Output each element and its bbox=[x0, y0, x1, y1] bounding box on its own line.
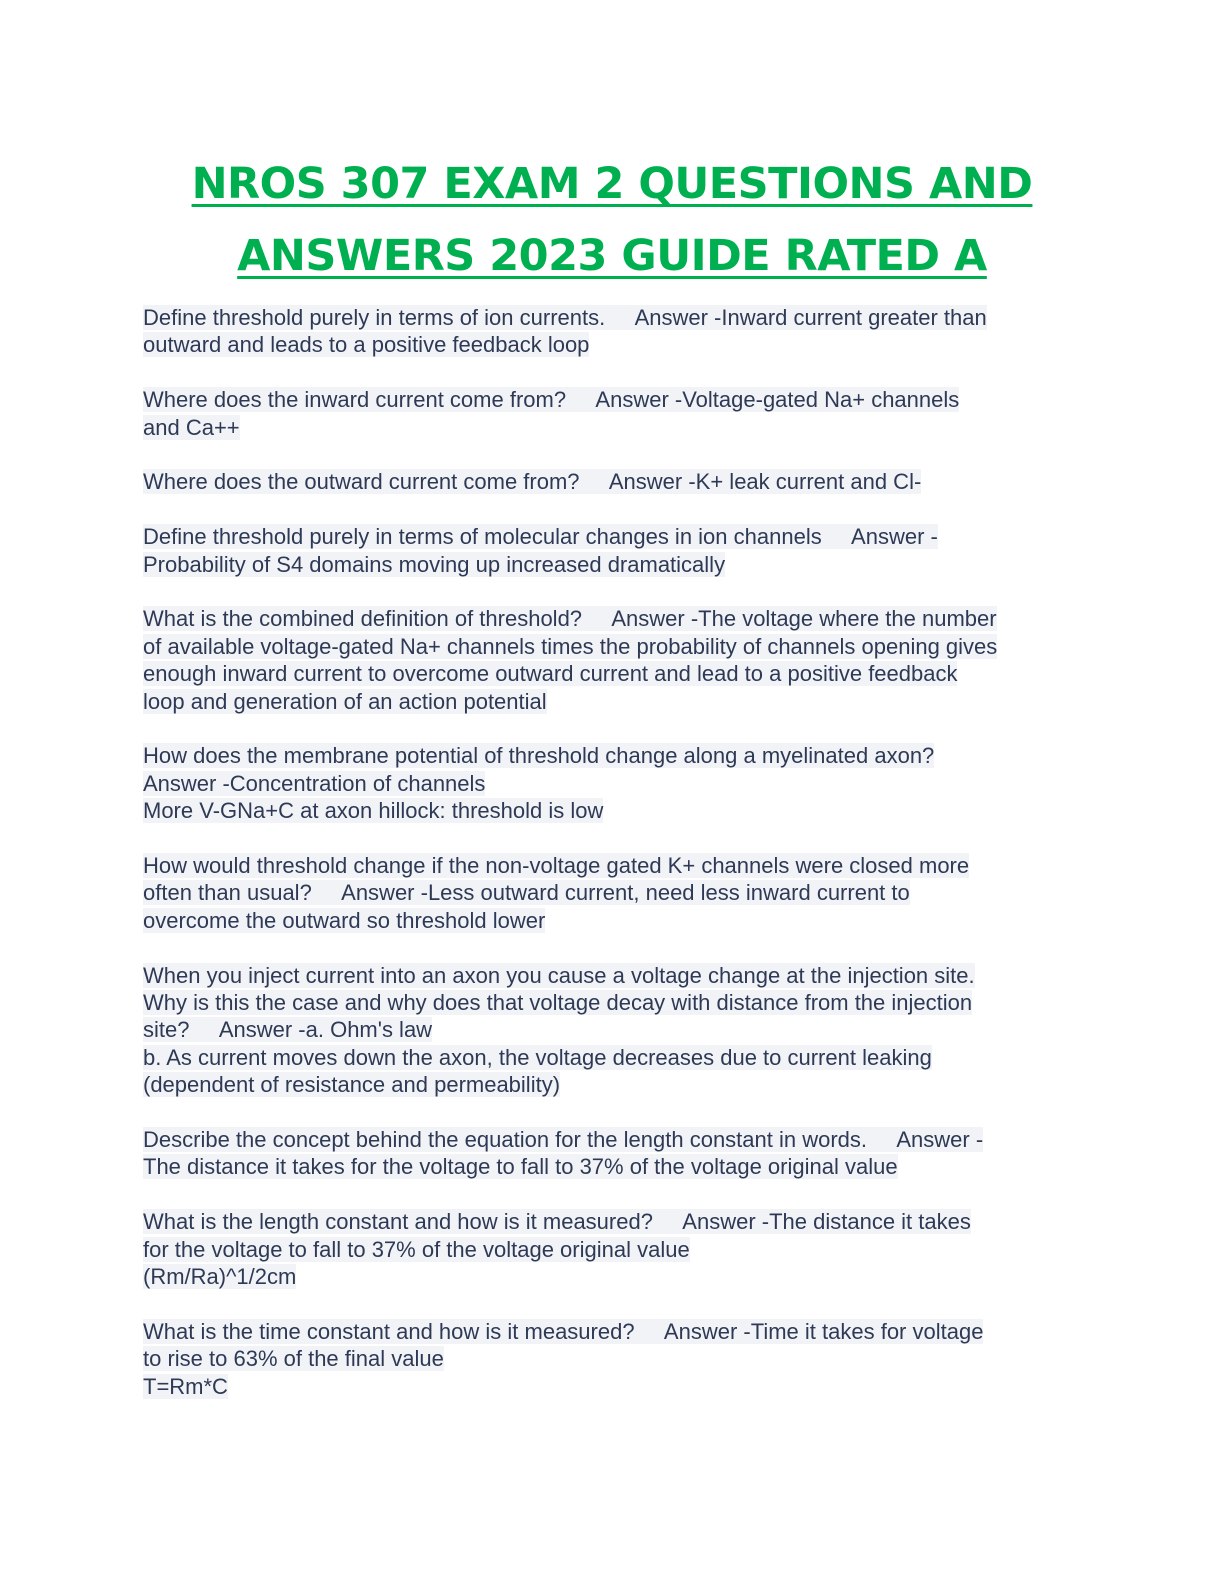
qa-line-text: outward and leads to a positive feedback loop bbox=[143, 332, 590, 358]
qa-line-text: Describe the concept behind the equation for the length constant in words. Answer - bbox=[143, 1127, 984, 1153]
title-line-2: ANSWERS 2023 GUIDE RATED A bbox=[237, 231, 987, 281]
qa-line-text: site? Answer -a. Ohm's law bbox=[143, 1017, 433, 1043]
qa-line-text: Why is this the case and why does that voltage decay with distance from the injection bbox=[143, 990, 973, 1016]
qa-line bbox=[143, 551, 1078, 578]
qa-line bbox=[143, 1373, 1078, 1400]
qa-line-text: Answer -Concentration of channels bbox=[143, 770, 486, 796]
qa-line bbox=[143, 989, 1078, 1016]
qa-line bbox=[143, 523, 1078, 550]
qa-line bbox=[143, 1153, 1078, 1180]
document-title bbox=[0, 148, 1224, 292]
qa-item bbox=[143, 852, 1078, 934]
qa-line bbox=[143, 770, 1078, 797]
qa-line bbox=[143, 742, 1078, 769]
qa-line-text: More V-GNa+C at axon hillock: threshold is low bbox=[143, 798, 604, 824]
qa-line bbox=[143, 688, 1078, 715]
qa-line bbox=[143, 852, 1078, 879]
qa-line-text: T=Rm*C bbox=[143, 1373, 228, 1399]
qa-line-text: Probability of S4 domains moving up increased dramatically bbox=[143, 551, 726, 577]
qa-line-text: What is the combined definition of threshold? Answer -The voltage where the number bbox=[143, 606, 997, 632]
qa-line bbox=[143, 1126, 1078, 1153]
qa-line bbox=[143, 907, 1078, 934]
qa-item bbox=[143, 1208, 1078, 1290]
qa-line-text: When you inject current into an axon you cause a voltage change at the injection site. bbox=[143, 962, 975, 988]
qa-item bbox=[143, 386, 1078, 441]
qa-line bbox=[143, 1263, 1078, 1290]
qa-line bbox=[143, 633, 1078, 660]
qa-line-text: How does the membrane potential of threshold change along a myelinated axon? bbox=[143, 743, 935, 769]
qa-line bbox=[143, 605, 1078, 632]
qa-line bbox=[143, 468, 1078, 495]
qa-line-text: for the voltage to fall to 37% of the voltage original value bbox=[143, 1236, 690, 1262]
qa-line-text: Where does the outward current come from? Answer -K+ leak current and Cl- bbox=[143, 469, 922, 495]
qa-line-text: b. As current moves down the axon, the voltage decreases due to current leaking bbox=[143, 1044, 932, 1070]
qa-line-text: Where does the inward current come from? Answer -Voltage-gated Na+ channels bbox=[143, 387, 960, 413]
qa-line-text: often than usual? Answer -Less outward current, need less inward current to bbox=[143, 880, 910, 906]
qa-list bbox=[143, 304, 1078, 1427]
qa-line-text: What is the time constant and how is it measured? Answer -Time it takes for voltage bbox=[143, 1318, 984, 1344]
qa-line bbox=[143, 1208, 1078, 1235]
qa-line bbox=[143, 304, 1078, 331]
qa-line bbox=[143, 386, 1078, 413]
qa-line bbox=[143, 962, 1078, 989]
qa-line-text: to rise to 63% of the final value bbox=[143, 1346, 444, 1372]
qa-line-text: overcome the outward so threshold lower bbox=[143, 907, 546, 933]
qa-item bbox=[143, 742, 1078, 824]
qa-line-text: Define threshold purely in terms of molecular changes in ion channels Answer - bbox=[143, 524, 938, 550]
qa-line bbox=[143, 879, 1078, 906]
title-line-1: NROS 307 EXAM 2 QUESTIONS AND bbox=[191, 159, 1033, 209]
qa-item bbox=[143, 468, 1078, 495]
qa-line bbox=[143, 797, 1078, 824]
qa-line-text: (dependent of resistance and permeability) bbox=[143, 1072, 561, 1098]
qa-line-text: The distance it takes for the voltage to fall to 37% of the voltage original value bbox=[143, 1154, 898, 1180]
qa-line-text: and Ca++ bbox=[143, 414, 240, 440]
qa-item bbox=[143, 523, 1078, 578]
qa-line bbox=[143, 414, 1078, 441]
qa-line bbox=[143, 1016, 1078, 1043]
qa-line bbox=[143, 660, 1078, 687]
qa-line-text: How would threshold change if the non-voltage gated K+ channels were closed more bbox=[143, 853, 970, 879]
qa-item bbox=[143, 1318, 1078, 1400]
qa-line bbox=[143, 1345, 1078, 1372]
qa-line bbox=[143, 1236, 1078, 1263]
qa-line-text: loop and generation of an action potential bbox=[143, 688, 547, 714]
qa-line-text: Define threshold purely in terms of ion currents. Answer -Inward current greater than bbox=[143, 305, 987, 330]
qa-line bbox=[143, 331, 1078, 358]
qa-item bbox=[143, 962, 1078, 1099]
qa-line bbox=[143, 1318, 1078, 1345]
qa-line-text: What is the length constant and how is it measured? Answer -The distance it takes bbox=[143, 1209, 971, 1235]
qa-item bbox=[143, 605, 1078, 715]
qa-item bbox=[143, 304, 1078, 359]
qa-line-text: enough inward current to overcome outward current and lead to a positive feedback bbox=[143, 661, 958, 687]
qa-item bbox=[143, 1126, 1078, 1181]
qa-line-text: of available voltage-gated Na+ channels times the probability of channels opening gives bbox=[143, 633, 998, 659]
qa-line bbox=[143, 1071, 1078, 1098]
qa-line-text: (Rm/Ra)^1/2cm bbox=[143, 1264, 297, 1290]
qa-line bbox=[143, 1044, 1078, 1071]
